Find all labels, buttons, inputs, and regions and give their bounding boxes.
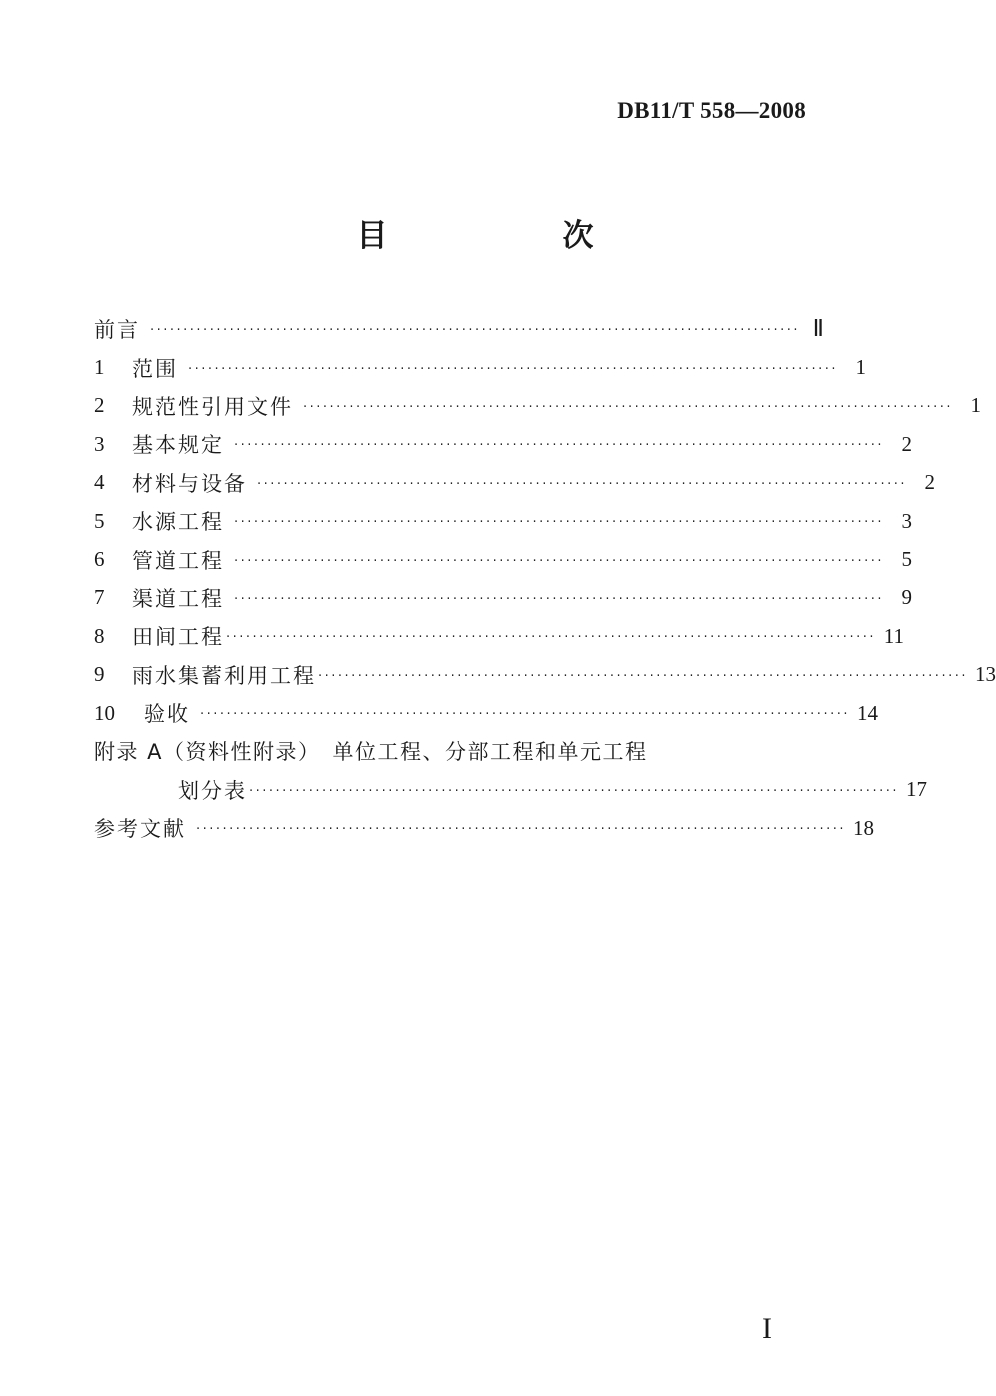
dot-leader: ·································································································· <box>226 630 876 646</box>
standard-code: DB11/T 558—2008 <box>617 98 806 123</box>
toc-entry-label: 雨水集蓄利用工程 <box>132 663 316 688</box>
toc-entry-number: 10 <box>94 700 115 725</box>
toc-entry-1[interactable] <box>94 348 866 386</box>
toc-entry-7[interactable] <box>94 579 912 617</box>
toc-entry-2[interactable] <box>94 387 981 425</box>
toc-entry-number: 5 <box>94 508 105 533</box>
toc-entry-page: 1 <box>970 393 981 418</box>
dot-leader: ·································································································· <box>234 438 884 454</box>
toc-entry-number: 8 <box>94 623 105 648</box>
appendix-continuation-line <box>94 771 927 809</box>
dot-leader: ·································································································· <box>234 553 884 569</box>
toc-entry-page: 18 <box>852 815 874 840</box>
toc-entry-page: Ⅱ <box>812 316 824 342</box>
page-title: 目 次 <box>356 218 666 254</box>
dot-leader: ·································································································· <box>234 591 884 607</box>
toc-entry-4[interactable] <box>94 464 935 502</box>
toc-entry-page: 1 <box>855 355 866 380</box>
toc-entry-10[interactable] <box>94 694 878 732</box>
toc-entry-label: 范围 <box>132 356 178 381</box>
toc-entry-label: 渠道工程 <box>132 586 224 611</box>
toc-entry-3[interactable] <box>94 425 912 463</box>
dot-leader: ·································································································· <box>249 783 899 799</box>
toc-entry-page: 11 <box>883 623 904 648</box>
toc-entry-6[interactable] <box>94 540 912 578</box>
dot-leader: ·································································································· <box>234 515 884 531</box>
toc-entry-number: 1 <box>94 355 105 380</box>
toc-entry-references[interactable] <box>94 809 874 847</box>
toc-entry-label: 水源工程 <box>132 510 224 535</box>
toc-entry-9[interactable] <box>94 656 996 694</box>
toc-entry-appendix-a[interactable] <box>94 732 927 809</box>
toc-entry-number: 7 <box>94 585 105 610</box>
toc-entry-label: 划分表 <box>178 778 247 803</box>
toc-entry-page: 5 <box>901 547 912 572</box>
toc-entry-label: 管道工程 <box>132 548 224 573</box>
toc-entry-label: 前言 <box>94 318 140 343</box>
toc-entry-number: 9 <box>94 662 105 687</box>
toc-entry-5[interactable] <box>94 502 912 540</box>
dot-leader: ·································································································· <box>318 668 968 684</box>
toc-entry-page: 13 <box>974 662 996 687</box>
toc-entry-page: 3 <box>901 508 912 533</box>
toc-entry-label: 材料与设备 <box>132 471 247 496</box>
page-number: I <box>762 1312 772 1345</box>
toc-entry-page: 14 <box>856 700 878 725</box>
dot-leader: ·································································································· <box>303 399 953 415</box>
appendix-title-line <box>94 732 806 770</box>
dot-leader: ·································································································· <box>257 476 907 492</box>
dot-leader: ·································································································· <box>150 323 800 339</box>
toc-entry-page: 17 <box>905 777 927 802</box>
toc-entry-label: 验收 <box>144 702 190 727</box>
table-of-contents <box>94 310 996 847</box>
toc-entry-label: 规范性引用文件 <box>132 394 293 419</box>
toc-entry-label: 附录 A（资料性附录） 单位工程、分部工程和单元工程 <box>94 740 648 765</box>
toc-entry-label: 田间工程 <box>132 625 224 650</box>
toc-entry-number: 3 <box>94 431 105 456</box>
toc-entry-page: 9 <box>901 585 912 610</box>
toc-entry-8[interactable] <box>94 617 904 655</box>
toc-entry-number: 2 <box>94 393 105 418</box>
toc-entry-label: 参考文献 <box>94 817 186 842</box>
toc-entry-page: 2 <box>901 431 912 456</box>
dot-leader: ·································································································· <box>188 361 838 377</box>
toc-entry-number: 4 <box>94 470 105 495</box>
toc-entry-foreword[interactable] <box>94 310 824 348</box>
toc-entry-page: 2 <box>924 470 935 495</box>
dot-leader: ·································································································· <box>200 707 850 723</box>
toc-entry-label: 基本规定 <box>132 433 224 458</box>
toc-entry-number: 6 <box>94 547 105 572</box>
dot-leader: ·································································································· <box>196 822 846 838</box>
